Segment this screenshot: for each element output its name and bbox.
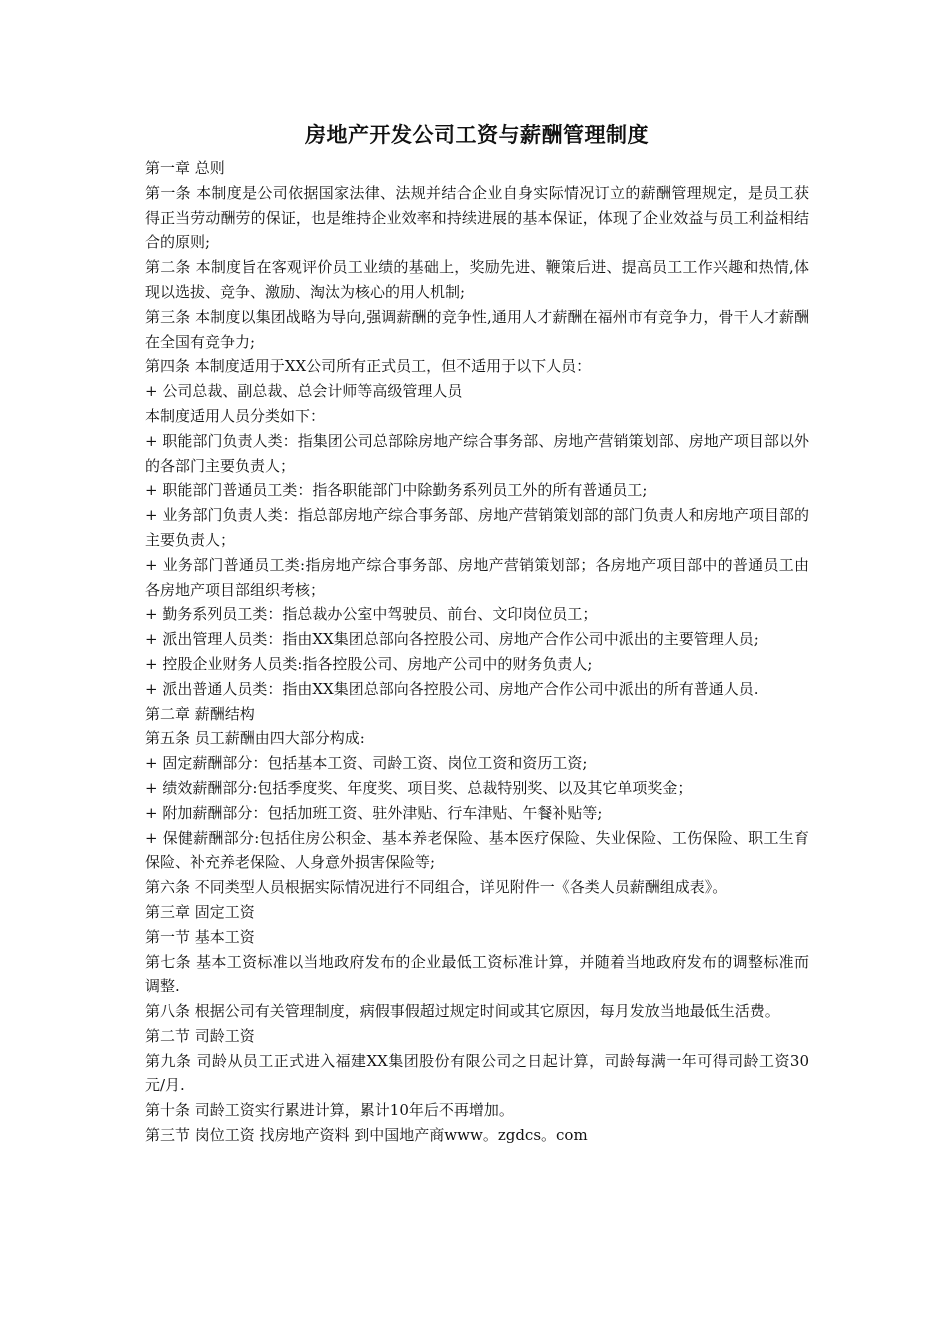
article-paragraph: 第六条 不同类型人员根据实际情况进行不同组合，详见附件一《各类人员薪酬组成表》。 [145,878,728,897]
list-item: + 固定薪酬部分：包括基本工资、司龄工资、岗位工资和资历工资; [145,754,588,773]
list-item: + 保健薪酬部分:包括住房公积金、基本养老保险、基本医疗保险、失业保险、工伤保险、职工生育保险、补充养老保险、人身意外损害保险等; [145,828,809,872]
chapter-heading: 第三章 固定工资 [145,902,255,921]
list-item: + 控股企业财务人员类:指各控股公司、房地产公司中的财务负责人; [145,654,593,673]
article-paragraph: 第九条 司龄从员工正式进入福建XX集团股份有限公司之日起计算，司龄每满一年可得司龄工资30元/月. [145,1051,809,1095]
list-item: + 附加薪酬部分：包括加班工资、驻外津贴、行车津贴、午餐补贴等; [145,803,603,822]
section-heading: 第一节 基本工资 [145,927,255,946]
list-item: + 职能部门负责人类：指集团公司总部除房地产综合事务部、房地产营销策划部、房地产项目部以外的各部门主要负责人； [145,431,809,475]
document-page [145,118,809,1148]
section-heading: 第二节 司龄工资 [145,1026,255,1045]
list-item: + 派出普通人员类：指由XX集团总部向各控股公司、房地产合作公司中派出的所有普通人员. [145,679,759,698]
article-paragraph: 第五条 员工薪酬由四大部分构成: [145,729,365,748]
article-paragraph: 第七条 基本工资标准以当地政府发布的企业最低工资标准计算，并随着当地政府发布的调整标准而调整. [145,952,809,996]
article-paragraph: 第一条 本制度是公司依据国家法律、法规并结合企业自身实际情况订立的薪酬管理规定，是员工获得正当劳动酬劳的保证，也是维持企业效率和持续进展的基本保证，体现了企业效益与员工利益相结合的原则; [145,183,809,252]
list-item: + 绩效薪酬部分:包括季度奖、年度奖、项目奖、总裁特别奖、以及其它单项奖金； [145,778,693,797]
list-item: + 公司总裁、副总裁、总会计师等高级管理人员 [145,382,463,401]
section-heading: 第三节 岗位工资 找房地产资料 到中国地产商www。zgdcs。com [145,1126,588,1145]
list-item: + 业务部门普通员工类:指房地产综合事务部、房地产营销策划部；各房地产项目部中的普通员工由各房地产项目部组织考核； [145,555,809,599]
list-item: + 勤务系列员工类：指总裁办公室中驾驶员、前台、文印岗位员工； [145,605,598,624]
text-paragraph: 本制度适用人员分类如下： [145,406,326,425]
list-item: + 派出管理人员类：指由XX集团总部向各控股公司、房地产合作公司中派出的主要管理人员; [145,630,759,649]
article-paragraph: 第三条 本制度以集团战略为导向,强调薪酬的竞争性,通用人才薪酬在福州市有竞争力，骨干人才薪酬在全国有竞争力; [145,307,809,351]
chapter-heading: 第二章 薪酬结构 [145,704,255,723]
list-item: + 职能部门普通员工类：指各职能部门中除勤务系列员工外的所有普通员工; [145,481,648,500]
document-title: 房地产开发公司工资与薪酬管理制度 [305,122,649,147]
article-paragraph: 第二条 本制度旨在客观评价员工业绩的基础上，奖励先进、鞭策后进、提高员工工作兴趣和热情,体现以选拔、竞争、激励、淘汰为核心的用人机制; [145,258,809,301]
list-item: + 业务部门负责人类：指总部房地产综合事务部、房地产营销策划部的部门负责人和房地产项目部的主要负责人； [145,506,809,549]
article-paragraph: 第十条 司龄工资实行累进计算，累计10年后不再增加。 [145,1101,514,1120]
article-paragraph: 第八条 根据公司有关管理制度，病假事假超过规定时间或其它原因，每月发放当地最低生活费。 [145,1002,780,1021]
article-paragraph: 第四条 本制度适用于XX公司所有正式员工，但不适用于以下人员： [145,357,592,376]
chapter-heading: 第一章 总则 [145,159,225,177]
